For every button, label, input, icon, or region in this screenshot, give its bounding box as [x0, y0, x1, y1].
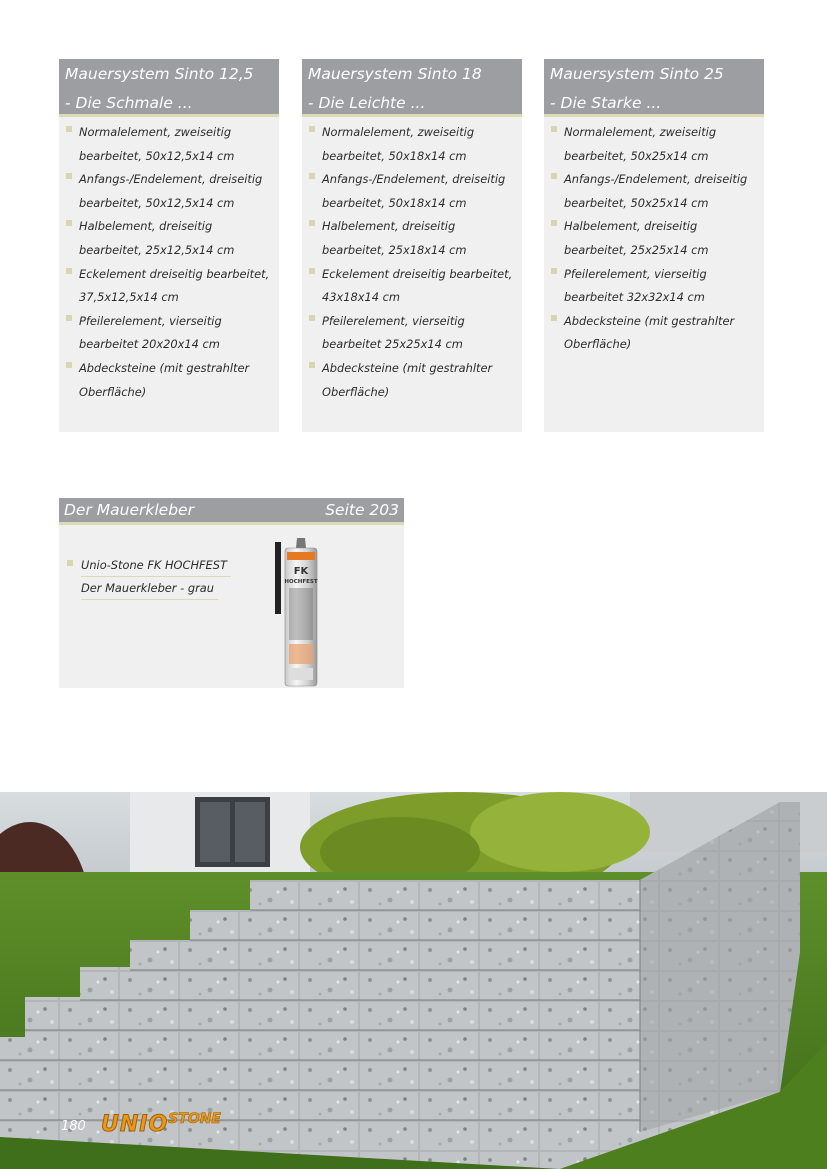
bullet-icon	[309, 220, 315, 226]
card-title: Mauersystem Sinto 25	[550, 65, 724, 83]
item-text: Normalelement, zweiseitig bearbeitet, 50x12,5x14 cm	[79, 125, 235, 163]
card-subtitle: - Die Starke ...	[550, 94, 662, 112]
list-item	[544, 168, 764, 215]
item-text: Pfeilerelement, vierseitig bearbeitet 32x32x14 cm	[564, 266, 707, 305]
item-text: Abdecksteine (mit gestrahlter Oberfläche)	[564, 313, 735, 352]
list-item	[302, 357, 522, 404]
bullet-icon	[551, 220, 557, 226]
item-text: Eckelement dreiseitig bearbeitet, 43x18x14 cm	[322, 266, 513, 305]
list-item	[59, 263, 279, 310]
list-item	[302, 168, 522, 215]
item-text: Abdecksteine (mit gestrahlter Oberfläche)	[79, 360, 250, 399]
item-text: Anfangs-/Endelement, dreiseitig bearbeitet, 50x25x14 cm	[564, 172, 748, 210]
card-header	[544, 59, 764, 117]
mauerkleber-box	[59, 498, 404, 688]
item-text: Halbelement, dreiseitig bearbeitet, 25x18x14 cm	[322, 219, 467, 257]
card-sinto-12-5	[59, 59, 279, 432]
tube-label-hochfest: HOCHFEST	[284, 579, 318, 585]
item-text: Abdecksteine (mit gestrahlter Oberfläche)	[322, 360, 493, 399]
list-item	[59, 215, 279, 262]
logo-text-unio: UNIO	[101, 1112, 169, 1137]
unio-stone-logo	[101, 1112, 221, 1137]
list-item	[59, 357, 279, 404]
item-list	[59, 117, 279, 404]
card-sinto-25	[544, 59, 764, 432]
item-text: Normalelement, zweiseitig bearbeitet, 50x18x14 cm	[322, 125, 475, 163]
list-item	[59, 168, 279, 215]
list-item	[59, 310, 279, 357]
card-subtitle: - Die Schmale ...	[65, 94, 193, 112]
item-list	[302, 117, 522, 404]
bullet-icon	[309, 315, 315, 321]
logo-text-stone: STONE	[168, 1111, 221, 1127]
card-title: Mauersystem Sinto 12,5	[65, 65, 254, 83]
item-text: Pfeilerelement, vierseitig bearbeitet 20x20x14 cm	[79, 313, 222, 352]
list-item	[59, 554, 231, 577]
card-header	[302, 59, 522, 117]
list-item	[544, 121, 764, 168]
card-title: Mauersystem Sinto 18	[308, 65, 482, 83]
item-text: Halbelement, dreiseitig bearbeitet, 25x12,5x14 cm	[79, 219, 235, 257]
list-item	[302, 215, 522, 262]
list-item	[302, 121, 522, 168]
bullet-icon	[66, 126, 72, 132]
item-list	[544, 117, 764, 357]
item-text: Normalelement, zweiseitig bearbeitet, 50x25x14 cm	[564, 125, 717, 163]
bullet-icon	[309, 126, 315, 132]
bullet-icon	[551, 126, 557, 132]
bullet-icon	[309, 268, 315, 274]
item-text: Pfeilerelement, vierseitig bearbeitet 25x25x14 cm	[322, 313, 465, 352]
bullet-icon	[67, 560, 73, 566]
list-item	[544, 215, 764, 262]
page-number: 180	[61, 1119, 86, 1134]
bullet-icon	[66, 268, 72, 274]
bullet-icon	[66, 173, 72, 179]
list-item	[544, 263, 764, 310]
mauerkleber-header	[59, 498, 404, 525]
mauerkleber-list	[59, 554, 231, 600]
list-item	[302, 263, 522, 310]
item-text: Halbelement, dreiseitig bearbeitet, 25x25x14 cm	[564, 219, 709, 257]
adhesive-cartridge-image	[275, 538, 335, 688]
product-subtitle: Der Mauerkleber - grau	[81, 577, 218, 600]
list-item	[544, 310, 764, 357]
card-sinto-18	[302, 59, 522, 432]
bullet-icon	[66, 315, 72, 321]
bullet-icon	[66, 220, 72, 226]
bullet-icon	[309, 173, 315, 179]
list-item	[302, 310, 522, 357]
bullet-icon	[551, 268, 557, 274]
list-item	[59, 577, 231, 600]
card-subtitle: - Die Leichte ...	[308, 94, 426, 112]
mauerkleber-title: Der Mauerkleber	[64, 501, 194, 519]
bullet-icon	[309, 362, 315, 368]
card-header	[59, 59, 279, 117]
bullet-icon	[551, 315, 557, 321]
bullet-icon	[551, 173, 557, 179]
tube-label-fk: FK	[293, 566, 309, 577]
item-text: Anfangs-/Endelement, dreiseitig bearbeitet, 50x12,5x14 cm	[79, 172, 263, 210]
item-text: Anfangs-/Endelement, dreiseitig bearbeitet, 50x18x14 cm	[322, 172, 506, 210]
item-text: Eckelement dreiseitig bearbeitet, 37,5x12,5x14 cm	[79, 266, 270, 305]
list-item	[59, 121, 279, 168]
bullet-icon	[66, 362, 72, 368]
page-reference: Seite 203	[325, 501, 399, 519]
product-name: Unio-Stone FK HOCHFEST	[81, 554, 231, 577]
